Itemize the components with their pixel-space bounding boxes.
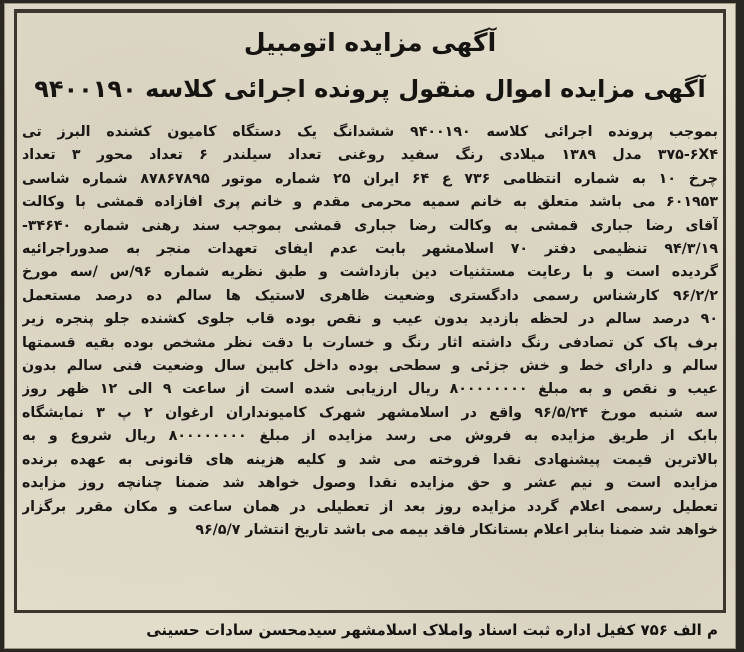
body-line: عیب و نقص و به مبلغ ۸۰۰۰۰۰۰۰۰ ریال ارزیابی شده است از ساعت ۹ الی ۱۲ ظهر روز: [22, 381, 718, 398]
body-line-last: خواهد شد ضمنا بنابر اعلام بستانکار فاقد بیمه می باشد تاریخ انتشار ۹۶/۵/۷: [195, 521, 718, 538]
body-line: ۹۶/۲/۲ کارشناس رسمی دادگستری وضعیت ظاهری لاستیک ها سالم ده درصد مستعمل: [22, 287, 718, 304]
body-line: سالم و دارای خط و خش جزئی و سطحی بوده داخل کابین سال وضعیت فنی سالم بدون: [22, 358, 718, 375]
body-line: چرخ ۱۰ به شماره انتظامی ۷۳۶ ع ۶۴ ایران ۲۵ شماره موتور ۸۷۸۶۷۸۹۵ شماره شاسی: [22, 170, 718, 187]
border-left: [14, 9, 17, 613]
notice-body: [22, 121, 718, 593]
border-right: [723, 9, 726, 613]
border-top: [14, 9, 726, 13]
body-line: بموجب پرونده اجرائی کلاسه ۹۴۰۰۱۹۰ ششدانگ یک دستگاه کامیون کشنده البرز تی: [22, 124, 718, 140]
body-line: بابک از طریق مزایده به فروش می رسد مزایده از مبلغ ۸۰۰۰۰۰۰۰۰ ریال شروع و به: [22, 428, 718, 445]
body-line: مزایده است و نیم عشر و حق مزایده نقدا وصول خواهد شد ضمنا چنانچه روز مزایده: [22, 475, 718, 492]
body-line: ۹۰ درصد سالم در لحظه بازدید بدون عیب و نقص بوده قاب جلوی کشنده جلو پنجره زیر: [22, 311, 718, 328]
body-line: بالاترین قیمت پیشنهادی نقدا فروخته می شد و کلیه هزینه های قانونی به عهده برنده: [22, 451, 718, 468]
body-line: آقای رضا جباری قمشی به وکالت رضا جباری قمشی بموجب سند رهنی شماره ۳۴۶۴۰-: [22, 217, 718, 234]
notice-subheadline: آگهی مزایده اموال منقول پرونده اجرائی کلاسه ۹۴۰۰۱۹۰: [34, 75, 706, 103]
body-line: برف پاک کن تصادفی رنگ داشته اثار رنگ و خسارت با دقت نظر مشخص بوده بقیه قسمتها: [22, 334, 718, 351]
border-bottom: [14, 610, 726, 613]
newspaper-clipping: [4, 3, 736, 649]
notice-headline: آگهی مزایده اتومبیل: [243, 28, 497, 57]
body-line: تعطیل رسمی اعلام گردد مزایده روز بعد از تعطیلی در همان ساعت و مکان مقرر برگزار: [22, 498, 718, 515]
notice-footer: م الف ۷۵۶ کفیل اداره ثبت اسناد واملاک اسلامشهر سیدمحسن سادات حسینی: [146, 621, 718, 639]
body-line: ۹۴/۳/۱۹ تنظیمی دفتر ۷۰ اسلامشهر بابت عدم ایفای تعهدات منجر به صدوراجرائیه: [22, 241, 718, 258]
body-line: گردیده است و با رعایت مستثنیات دین بازداشت و طبق نظریه شماره ۹۶/س /سه مورخ: [22, 264, 718, 281]
body-line: سه شنبه مورخ ۹۶/۵/۲۴ واقع در اسلامشهر شهرک کامیونداران ارغوان ۲ پ ۳ نمایشگاه: [22, 404, 718, 421]
body-line: ۶۰۱۹۵۳ می باشد متعلق به خانم سمیه محرمی مقدم و خانم پری افازاده قمشی با وکالت: [22, 194, 718, 211]
body-line: ۳۷۵-۶X۴ مدل ۱۳۸۹ میلادی رنگ سفید روغنی تعداد سیلندر ۶ تعداد محور ۳ تعداد: [22, 147, 718, 164]
